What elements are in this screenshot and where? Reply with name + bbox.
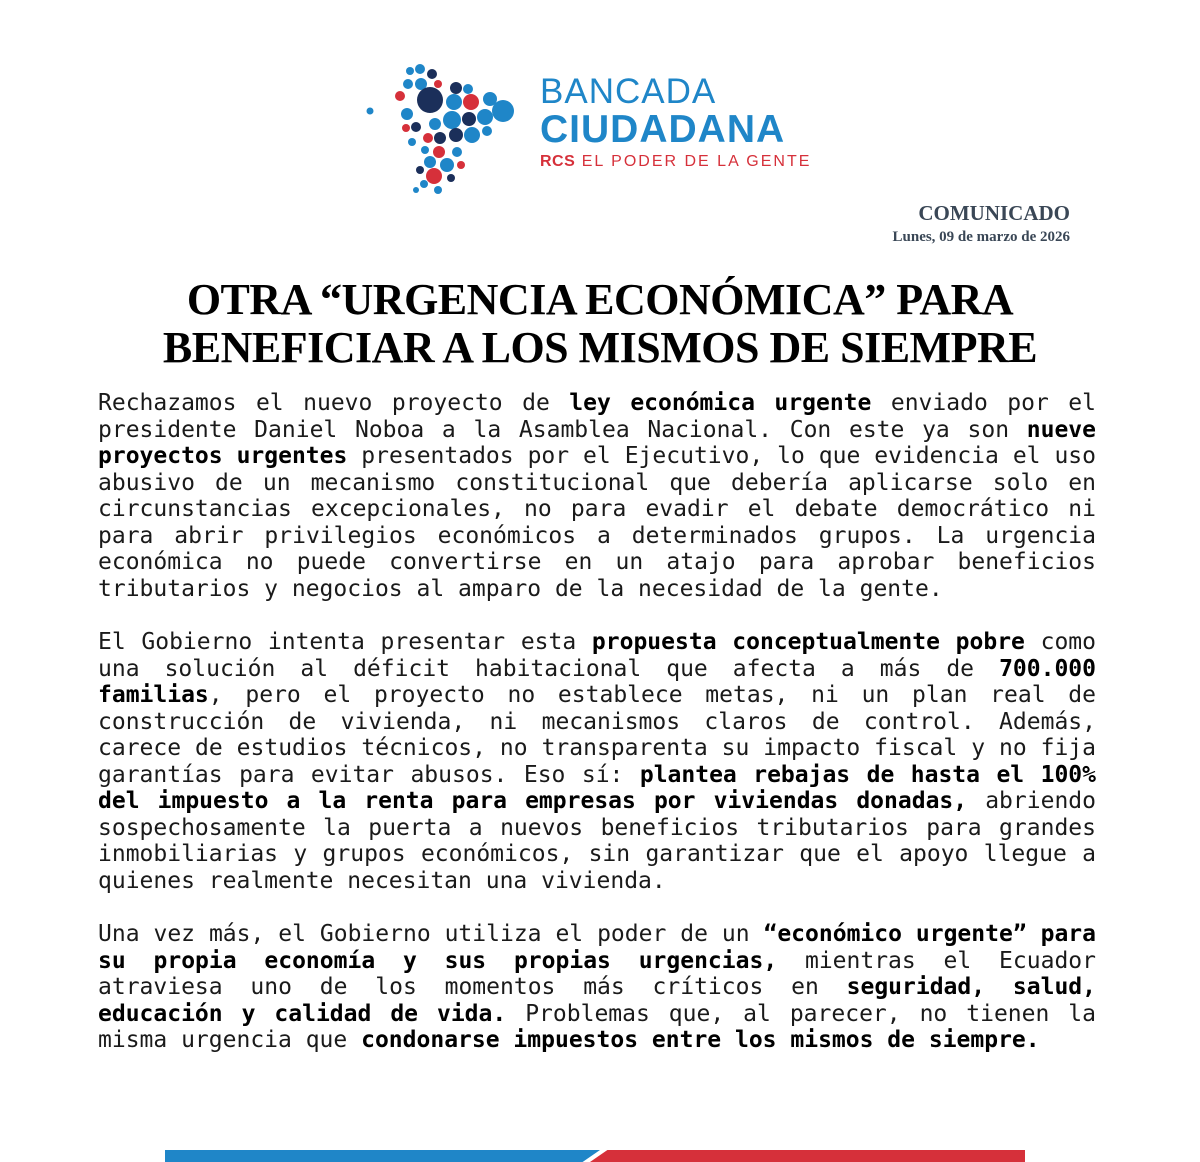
logo-wordmark (540, 74, 811, 172)
document-type: COMUNICADO (918, 201, 1070, 225)
title-line-1: OTRA “URGENCIA ECONÓMICA” PARA (186, 275, 1014, 324)
statement-body (98, 390, 1096, 1081)
paragraph-emphasis: nueve proyectos urgentes (98, 416, 1096, 469)
paragraph-2 (98, 629, 1096, 894)
paragraph-emphasis: ley económica urgente (569, 390, 872, 416)
brand-logo (360, 62, 840, 202)
paragraph-emphasis: plantea rebajas de hasta el 100% del impuesto a la renta para empresas por viviendas donadas, (98, 761, 1096, 814)
logo-tagline-text: EL PODER DE LA GENTE (581, 153, 812, 170)
paragraph-text: Una vez más, el Gobierno utiliza el poder de un (98, 921, 764, 947)
paragraph-text: Rechazamos el nuevo proyecto de (98, 390, 570, 416)
logo-line-bancada: BANCADA (540, 72, 717, 111)
paragraph-3 (98, 921, 1096, 1054)
document-meta (893, 200, 1071, 248)
paragraph-text: mientras el Ecuador atraviesa uno de los momentos más críticos en (98, 947, 1096, 1000)
paragraph-text: abriendo sospechosamente la puerta a nuevos beneficios tributarios para grandes inmobiliarias y grupos económicos, sin garantizar que el apoyo llegue a quienes realmente necesitan una vivienda. (98, 788, 1096, 894)
paragraph-emphasis: condonarse impuestos entre los mismos de siempre. (361, 1027, 1040, 1053)
paragraph-text: Problemas que, al parecer, no tienen la misma urgencia que (98, 1000, 1096, 1053)
logo-rcs: RCS (540, 153, 576, 170)
footer-bar-blue (165, 1150, 600, 1162)
page-title (60, 276, 1140, 372)
paragraph-1 (98, 390, 1096, 602)
paragraph-emphasis: 700.000 familias (98, 655, 1096, 708)
paragraph-text: presentados por el Ejecutivo, lo que evidencia el uso abusivo de un mecanismo constitucional que debería aplicarse solo en circunstancias excepcionales, no para evadir el debate democrático ni para abrir privilegios económicos a determinados grupos. La urgencia económica no puede convertirse en un atajo para aprobar beneficios tributarios y negocios al amparo de la necesidad de la gente. (98, 443, 1097, 602)
paragraph-emphasis: “económico urgente” para su propia economía y sus propias urgencias, (98, 921, 1096, 974)
paragraph-text: enviado por el presidente Daniel Noboa a la Asamblea Nacional. Con este ya son (98, 390, 1096, 443)
footer-bar-red (590, 1150, 1025, 1162)
footer-color-bar (165, 1150, 1035, 1162)
paragraph-text: , pero el proyecto no establece metas, ni un plan real de construcción de vivienda, ni mecanismos claros de control. Además, carece de estudios técnicos, no transparenta su impacto fiscal y no fija garantías para evitar abusos. Eso sí: (98, 682, 1096, 788)
logo-dots-map-icon (360, 62, 530, 202)
document-date: Lunes, 09 de marzo de 2026 (892, 229, 1070, 245)
paragraph-emphasis: propuesta conceptualmente pobre (591, 629, 1025, 655)
paragraph-text: como una solución al déficit habitacional que afecta a más de (98, 629, 1096, 682)
title-line-2: BENEFICIAR A LOS MISMOS DE SIEMPRE (162, 323, 1038, 372)
paragraph-text: El Gobierno intenta presentar esta (98, 629, 592, 655)
logo-line-ciudadana: CIUDADANA (540, 108, 786, 151)
paragraph-emphasis: seguridad, salud, educación y calidad de vida. (98, 974, 1096, 1027)
logo-tagline (540, 152, 811, 172)
